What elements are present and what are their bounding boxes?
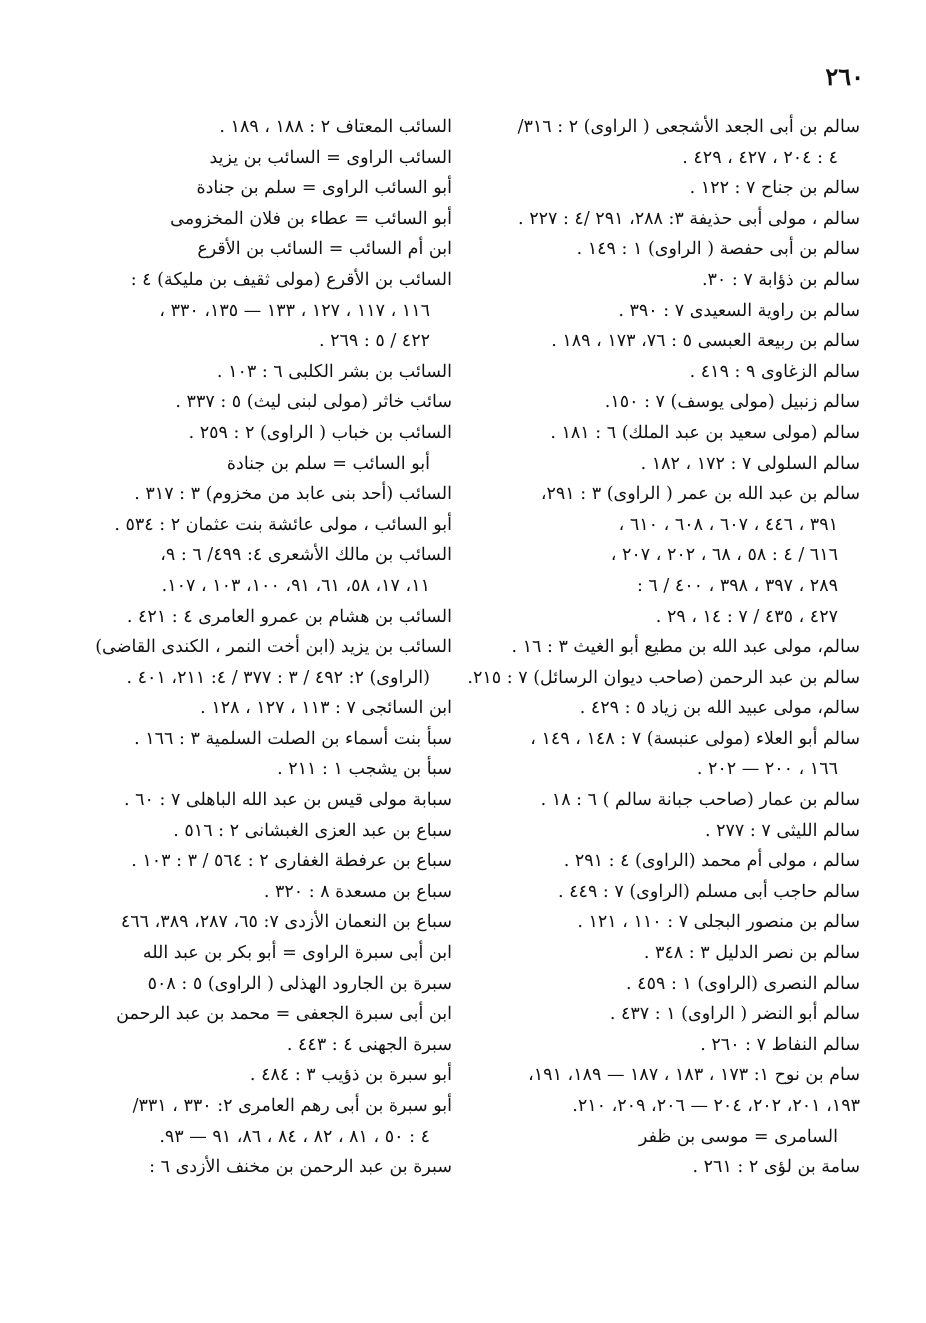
index-entry: سالم النفاط ٧ : ٢٦٠ . <box>700 1034 860 1055</box>
index-column-right <box>467 112 860 1262</box>
index-entry-continuation: (الراوى) ٢: ٤٩٢ / ٣ : ٣٧٧ / ٤: ٢١١، ٤٠١ . <box>126 667 430 688</box>
index-entry: سامة بن لؤى ٢ : ٢٦١ . <box>692 1157 860 1178</box>
index-entry: سالم (مولى سعيد بن عبد الملك) ٦ : ١٨١ . <box>550 422 860 443</box>
index-entry: سباع بن عرفطة الغفارى ٢ : ٥٦٤ / ٣ : ١٠٣ . <box>131 851 452 872</box>
index-entry: سالم بن ربيعة العبسى ٥ : ٧٦، ١٧٣ ، ١٨٩ . <box>551 331 860 352</box>
index-entry-continuation: ٤ : ٥٠ ، ٨١ ، ٨٢ ، ٨٤ ، ٨٦، ٩١ — ٩٣. <box>159 1126 430 1147</box>
index-entry: ابن أم السائب = السائب بن الأقرع <box>197 239 452 260</box>
index-entry: أبو سبرة بن ذؤيب ٣ : ٤٨٤ . <box>249 1065 452 1086</box>
index-entry: أبو السائب ، مولى عائشة بنت عثمان ٢ : ٥٣٤ . <box>114 514 452 535</box>
index-entry: السائب (أحد بنى عابد من مخزوم) ٣ : ٣١٧ . <box>134 484 452 505</box>
index-entry: السائب بن خباب ( الراوى) ٢ : ٢٥٩ . <box>188 422 452 443</box>
index-entry: السائب بن الأقرع (مولى ثقيف بن مليكة) ٤ : <box>130 269 452 290</box>
index-entry: أبو السائب = عطاء بن فلان المخزومى <box>170 208 452 229</box>
index-entry: سالم حاجب أبى مسلم (الراوى) ٧ : ٤٤٩ . <box>558 881 860 902</box>
index-entry-continuation: ٤ : ٢٠٤ ، ٤٢٧ ، ٤٢٩ . <box>682 147 838 168</box>
index-entry-continuation: ٦١٦ / ٤ : ٥٨ ، ٦٨ ، ٢٠٢ ، ٢٠٧ ، <box>610 545 838 566</box>
index-entry: أبو السائب الراوى = سلم بن جنادة <box>196 178 452 199</box>
index-entry: سبرة بن عبد الرحمن بن مخنف الأزدى ٦ : <box>149 1157 452 1178</box>
index-entry: سالم بن نصر الدليل ٣ : ٣٤٨ . <box>643 943 860 964</box>
page-number: ٢٦٠ <box>825 62 864 91</box>
index-entry: سالم بن عبد الرحمن (صاحب ديوان الرسائل) ٧ : ٢١٥. <box>467 667 860 688</box>
index-entry: السائب بن هشام بن عمرو العامرى ٤ : ٤٢١ . <box>126 606 452 627</box>
index-entry: ابن أبى سبرة الراوى = أبو بكر بن عبد الله <box>142 943 452 964</box>
index-entry-continuation: ٤٢٢ / ٥ : ٢٦٩ . <box>318 331 430 352</box>
index-entry-continuation: ٢٨٩ ، ٣٩٧ ، ٣٩٨ ، ٤٠٠ / ٦ : <box>636 575 838 596</box>
index-entry: سالم بن عبد الله بن عمر ( الراوى) ٣ : ٢٩١، <box>540 484 860 505</box>
index-entry: سبأ بنت أسماء بن الصلت السلمية ٣ : ١٦٦ . <box>134 728 452 749</box>
index-entry: سبرة الجهنى ٤ : ٤٤٣ . <box>286 1034 452 1055</box>
index-entry: ابن السائجى ٧ : ١١٣ ، ١٢٧ ، ١٢٨ . <box>200 698 452 719</box>
index-entry: سالم ، مولى أبى حذيفة ٣: ٢٨٨، ٢٩١ /٤ : ٢٢٧ . <box>518 208 860 229</box>
index-entry: سالم الليثى ٧ : ٢٧٧ . <box>704 820 860 841</box>
index-entry: سالم بن منصور البجلى ٧ : ١١٠ ، ١٢١ . <box>577 912 860 933</box>
index-entry: سباع بن عبد العزى الغبشانى ٢ : ٥١٦ . <box>173 820 452 841</box>
index-entry: السائب المعتاف ٢ : ١٨٨ ، ١٨٩ . <box>219 117 452 137</box>
index-entry-continuation: أبو السائب = سلم بن جنادة <box>226 453 430 474</box>
index-column-left <box>72 112 452 1262</box>
index-entry: سالم الزغاوى ٩ : ٤١٩ . <box>689 361 860 382</box>
index-entry: سالم بن أبى الجعد الأشجعى ( الراوى) ٢ : ٣١٦/ <box>517 117 860 137</box>
index-entry: سالم ، مولى أم محمد (الراوى) ٤ : ٢٩١ . <box>563 851 860 872</box>
index-entry: سالم، مولى عبيد الله بن زياد ٥ : ٤٢٩ . <box>579 698 860 719</box>
index-entry: سباع بن النعمان الأزدى ٧: ٦٥، ٢٨٧، ٣٨٩، ٤٦٦ <box>120 912 452 933</box>
index-entry: سباع بن مسعدة ٨ : ٣٢٠ . <box>263 881 452 902</box>
index-entry: سالم بن جناح ٧ : ١٢٢ . <box>689 178 860 199</box>
index-entry-continuation: ١١٦ ، ١١٧ ، ١٢٧ ، ١٣٣ — ١٣٥، ٣٣٠ ، <box>159 300 430 321</box>
index-entry: سبابة مولى قيس بن عبد الله الباهلى ٧ : ٦٠ . <box>123 790 452 811</box>
index-entry: سالم أبو العلاء (مولى عنبسة) ٧ : ١٤٨ ، ١٤٩ ، <box>530 728 860 749</box>
index-entry: السائب بن مالك الأشعرى ٤: ٤٩٩/ ٦ : ٩، <box>160 545 452 566</box>
index-entry: سالم بن أبى حفصة ( الراوى) ١ : ١٤٩ . <box>576 239 860 260</box>
index-entry: سالم النصرى (الراوى) ١ : ٤٥٩ . <box>626 973 860 994</box>
index-entry: سالم، مولى عبد الله بن مطيع أبو الغيث ٣ : ١٦ . <box>511 637 860 658</box>
index-entry: السائب بن يزيد (ابن أخت النمر ، الكندى القاضى) <box>95 637 452 658</box>
index-entry: سالم أبو النضر ( الراوى) ١ : ٤٣٧ . <box>609 1004 860 1025</box>
index-entry: أبو سبرة بن أبى رهم العامرى ٢: ٣٣٠ ، ٣٣١/ <box>132 1096 452 1116</box>
index-entry: سالم بن عمار (صاحب جبانة سالم ) ٦ : ١٨ . <box>540 790 860 811</box>
index-entry-continuation: السامرى = موسى بن ظفر <box>638 1126 838 1147</box>
index-entry-continuation: ٣٩١ ، ٤٤٦ ، ٦٠٧ ، ٦٠٨ ، ٦١٠ ، <box>618 514 838 535</box>
index-entry: سالم بن ذؤابة ٧ : ٣٠. <box>701 269 860 290</box>
index-entry: سبأ بن يشجب ١ : ٢١١ . <box>277 759 452 780</box>
index-entry: سام بن نوح ١: ١٧٣ ، ١٨٣ ، ١٨٧ — ١٨٩، ١٩١، <box>528 1065 860 1086</box>
index-entry: سالم بن راوية السعيدى ٧ : ٣٩٠ . <box>618 300 860 321</box>
index-entry: سالم زنبيل (مولى يوسف) ٧ : ١٥٠. <box>604 392 860 413</box>
index-entry-continuation: ٤٢٧ ، ٤٣٥ / ٧ : ١٤ ، ٢٩ . <box>655 606 838 627</box>
index-entry: السائب بن بشر الكلبى ٦ : ١٠٣ . <box>216 361 452 382</box>
index-entry: ابن أبى سبرة الجعفى = محمد بن عبد الرحمن <box>116 1004 452 1025</box>
index-entry: سائب خاثر (مولى لبنى ليث) ٥ : ٣٣٧ . <box>175 392 452 413</box>
index-entry: السائب الراوى = السائب بن يزيد <box>209 147 452 168</box>
index-entry: ١٩٣، ٢٠١، ٢٠٢، ٢٠٤ — ٢٠٦، ٢٠٩، ٢١٠. <box>572 1096 860 1116</box>
index-entry-continuation: ١٦٦ ، ٢٠٠ — ٢٠٢ . <box>696 759 838 780</box>
index-entry: سالم السلولى ٧ : ١٧٢ ، ١٨٢ . <box>640 453 860 474</box>
index-entry-continuation: ١١، ١٧، ٥٨، ٦١، ٩١، ١٠٠، ١٠٣ ، ١٠٧. <box>161 575 430 596</box>
index-entry: سبرة بن الجارود الهذلى ( الراوى) ٥ : ٥٠٨ <box>147 973 452 994</box>
